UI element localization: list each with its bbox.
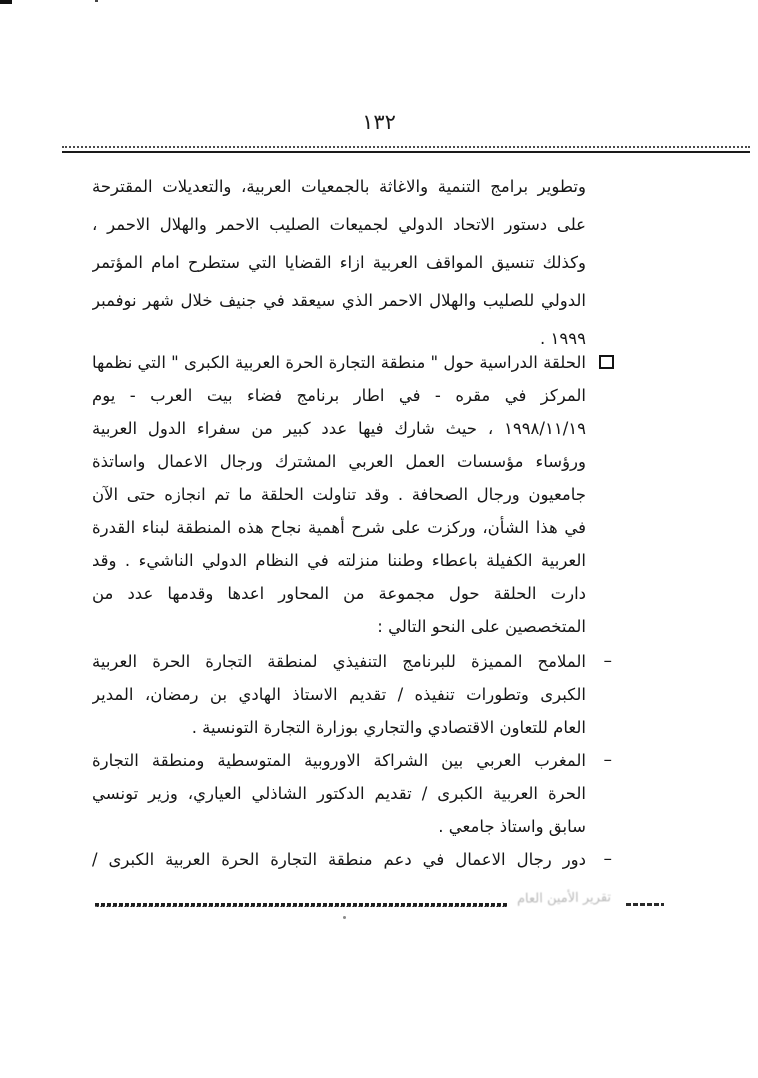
text-line: دارت الحلقة حول مجموعة من المحاور اعدها وقدمها عدد من xyxy=(92,584,586,603)
text-line: جامعيون ورجال الصحافة . وقد تناولت الحلقة ما تم انجازه حتى الآن xyxy=(92,485,586,504)
text-line: وكذلك تنسيق المواقف العربية ازاء القضايا التي ستطرح امام المؤتمر xyxy=(92,253,586,272)
topic-item-3 xyxy=(92,843,612,876)
text-line: على دستور الاتحاد الدولي لجميعات الصليب الاحمر والهلال الاحمر ، xyxy=(92,215,586,234)
square-bullet-icon xyxy=(599,355,614,369)
text-line: المغرب العربي بين الشراكة الاوروبية المتوسطية ومنطقة التجارة xyxy=(92,751,586,770)
intro-paragraph xyxy=(92,168,586,358)
text-line: ورؤساء مؤسسات العمل العربي المشترك ورجال الاعمال واساتذة xyxy=(92,452,586,471)
text-line: دور رجال الاعمال في دعم منطقة التجارة الحرة العربية الكبرى / xyxy=(92,850,586,869)
seminar-paragraph xyxy=(92,346,586,643)
dash-bullet-icon: – xyxy=(603,651,612,671)
text-line: ١٩٩٨/١١/١٩ ، حيث شارك فيها عدد كبير من سفراء الدول العربية xyxy=(92,419,586,438)
scan-artifact-dot xyxy=(95,0,98,2)
topic-item-1 xyxy=(92,645,612,744)
footer-rule xyxy=(95,903,507,907)
text-line: الملامح المميزة للبرنامج التنفيذي لمنطقة التجارة الحرة العربية xyxy=(92,652,586,671)
text-line: الدولي للصليب والهلال الاحمر الذي سيعقد في جنيف خلال شهر نوفمبر xyxy=(92,291,586,310)
scan-artifact-speck xyxy=(343,916,346,919)
text-line: الحلقة الدراسية حول " منطقة التجارة الحرة العربية الكبرى " التي نظمها xyxy=(92,353,586,372)
dash-bullet-icon: – xyxy=(603,849,612,869)
footer-dash-rule xyxy=(626,903,664,906)
text-line: سابق واستاذ جامعي . xyxy=(438,817,586,836)
page-number: ١٣٢ xyxy=(362,110,396,134)
dash-bullet-icon: – xyxy=(603,750,612,770)
text-line: ١٩٩٩ . xyxy=(540,329,586,348)
text-line: وتطوير برامج التنمية والاغاثة بالجمعيات العربية، والتعديلات المقترحة xyxy=(92,177,586,196)
text-line: الحرة العربية الكبرى / تقديم الدكتور الشاذلي العياري، وزير تونسي xyxy=(92,784,586,803)
topic-item-2 xyxy=(92,744,612,843)
text-line: المركز في مقره - في اطار برنامج فضاء بيت العرب - يوم xyxy=(92,386,586,405)
text-line: في هذا الشأن، وركزت على شرح أهمية نجاح هذه المنطقة لبناء القدرة xyxy=(92,518,586,537)
text-line: الكبرى وتطورات تنفيذه / تقديم الاستاذ الهادي بن رمضان، المدير xyxy=(92,685,586,704)
text-line: العام للتعاون الاقتصادي والتجاري بوزارة التجارة التونسية . xyxy=(191,718,586,737)
header-rule xyxy=(62,146,750,153)
text-line: العربية الكفيلة باعطاء وطننا منزلته في النظام الدولي الناشيء . وقد xyxy=(92,551,586,570)
footer-stamp-text: تقرير الأمين العام xyxy=(516,890,612,907)
text-line: المتخصصين على النحو التالي : xyxy=(377,617,586,636)
scan-artifact-corner xyxy=(0,0,12,4)
